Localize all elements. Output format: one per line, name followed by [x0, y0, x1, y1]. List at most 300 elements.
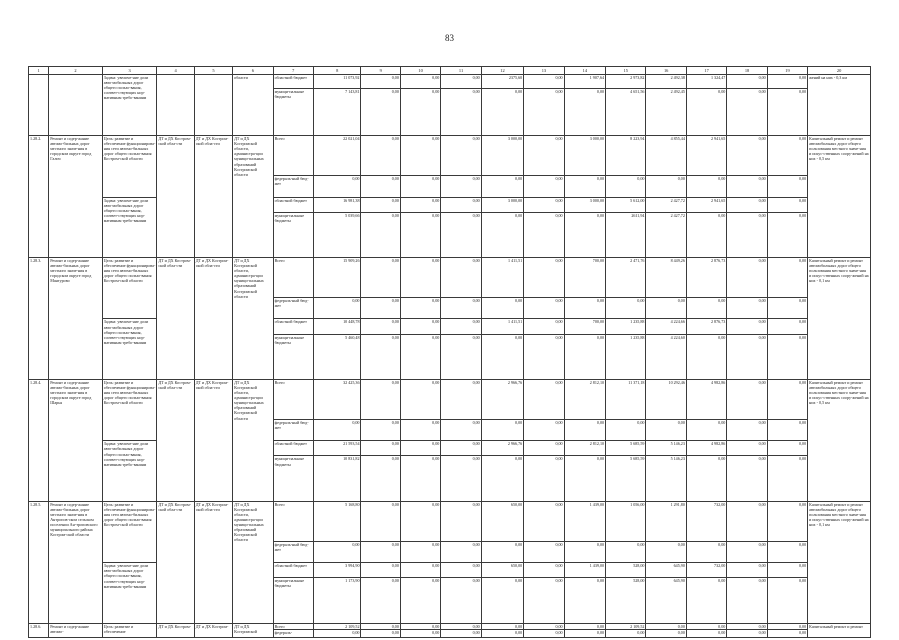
value-cell: 0,00 [686, 334, 726, 379]
value-cell: 4 224,60 [646, 334, 686, 379]
coexecutor-cell: ДТ и ДХ Костром- [157, 623, 194, 637]
value-cell: 0,00 [524, 419, 564, 441]
entry-name: Ремонт и содер-жание автомо-бильных дорог местного значе-ния в городском округе город Шарья [49, 379, 103, 501]
value-cell: 2 427,72 [646, 197, 686, 212]
table-row [29, 501, 871, 541]
value-cell: 0,00 [524, 563, 564, 578]
value-cell: 2 492,45 [646, 88, 686, 135]
coexec-cell [157, 74, 194, 136]
value-cell: 0,00 [441, 74, 481, 88]
entry-goal: Цель: развитие и обеспечение функционирова-ния сети автомо-бильных дорог общего пользо-вания Костром-ской области [102, 501, 157, 563]
value-cell: 2611,94 [606, 212, 646, 257]
value-cell: 0,00 [767, 623, 807, 630]
value-cell: 2 973,82 [606, 74, 646, 88]
value-cell: 528,00 [606, 578, 646, 623]
value-cell: 0,00 [606, 630, 646, 638]
value-cell: 32 425,36 [313, 379, 361, 419]
coexecutor-cell: ДТ и ДХ Костром-ской обла-сти [194, 379, 232, 501]
value-cell: 4 224,66 [646, 319, 686, 334]
column-number: 4 [157, 67, 194, 75]
value-cell: 2 966,76 [481, 441, 523, 456]
value-cell: 0,00 [441, 334, 481, 379]
value-cell: 0,00 [686, 541, 726, 563]
value-cell: 0,00 [441, 136, 481, 176]
coexecutor-cell: ДТ и ДХ Костром-ской обла-сти [157, 136, 194, 258]
value-cell: 0,00 [767, 578, 807, 623]
value-cell: 4 982,86 [686, 441, 726, 456]
table-row [29, 136, 871, 176]
value-cell: 0,00 [524, 297, 564, 319]
table-row [29, 441, 871, 456]
entry-goal: Цель: развитие и обеспечение функционирова-ния сети автомо-бильных дорог общего пользо-вания Костром-ской области [102, 257, 157, 319]
value-cell: 0,00 [400, 297, 440, 319]
entry-task: Задача: увеличе-ние доли авто-мобильных дорог общего пользо-вания, соответ-ствующих нор-мативным требо-ваниям [102, 441, 157, 501]
value-cell: 1 324,47 [686, 74, 726, 88]
value-cell: 0,00 [524, 257, 564, 297]
result-cell: жений на них - 0,3 км [808, 74, 871, 136]
value-cell: 0,00 [767, 419, 807, 441]
value-cell: 0,00 [564, 88, 605, 135]
value-cell: 0,00 [361, 441, 400, 456]
executor-cell: ДТ и ДХ Костромской [233, 623, 273, 637]
value-cell: 0,00 [313, 297, 361, 319]
coexecutor-cell: ДТ и ДХ Костром-ской обла-сти [157, 379, 194, 501]
value-cell: 16 981,38 [313, 197, 361, 212]
value-cell: 0,00 [524, 623, 564, 630]
value-cell: 1 907,64 [564, 74, 605, 88]
value-cell: 0,00 [481, 88, 523, 135]
result-cell: Капитальный ремонт и ремонт автомобильных дорог общего пользования местного значе-ния и искус-ственных соору-жений на них - 0,1 км [808, 501, 871, 623]
value-cell: 0,00 [646, 541, 686, 563]
source-cell: областной бюджет [273, 563, 313, 578]
value-cell: 1 291,80 [646, 501, 686, 541]
column-number: 9 [361, 67, 400, 75]
value-cell: 0,00 [564, 175, 605, 197]
entry-name: Ремонт и содер-жание автомо-бильных дорог местного значе-ния в городском округе город Мантурово [49, 257, 103, 379]
value-cell: 0,00 [361, 456, 400, 501]
value-cell: 0,00 [524, 319, 564, 334]
executor-cell: ДТ и ДХ Костромской области, администра-ции муници-пальных образований Костромской области [233, 136, 273, 258]
coexecutor-cell: ДТ и ДХ Костром-ской обла-сти [157, 257, 194, 379]
value-cell: 645,90 [646, 563, 686, 578]
value-cell: 0,00 [686, 297, 726, 319]
coexecutor-cell: ДТ и ДХ Костром-ской обла-сти [194, 257, 232, 379]
result-cell: Капитальный ремонт и ремонт автомобильных дорог общего пользования местного значе-ния и искус-ственных соору-жений на них - 0,5 км [808, 136, 871, 258]
table-row [29, 257, 871, 297]
coexecutor-cell: ДТ и ДХ Костром-ской обла-сти [157, 501, 194, 623]
value-cell: 0,00 [481, 623, 523, 630]
value-cell: 0,00 [361, 257, 400, 297]
value-cell: 0,00 [400, 501, 440, 541]
source-cell: Всего [273, 257, 313, 297]
entry-goal: Цель: развитие и обеспечение функционирова-ния сети автомо-бильных дорог общего пользо-вания Костром-ской области [102, 379, 157, 441]
entry-id: 1.28.6. [29, 623, 49, 637]
value-cell: 4 651,56 [606, 88, 646, 135]
executor-cell: области [233, 74, 273, 136]
value-cell: 0,00 [767, 456, 807, 501]
value-cell: 0,00 [441, 441, 481, 456]
value-cell: 2 427,72 [646, 212, 686, 257]
value-cell: 0,00 [564, 419, 605, 441]
value-cell: 0,00 [400, 630, 440, 638]
value-cell: 0,00 [564, 297, 605, 319]
value-cell: 0,00 [767, 197, 807, 212]
coexecutor-cell: ДТ и ДХ Костром-ской обла-сти [194, 501, 232, 623]
value-cell: 7 143,81 [313, 88, 361, 135]
column-number: 11 [441, 67, 481, 75]
value-cell: 0,00 [727, 456, 767, 501]
value-cell: 11 073,92 [313, 74, 361, 88]
value-cell: 0,00 [441, 319, 481, 334]
value-cell: 2 812,10 [564, 441, 605, 456]
value-cell: 645,90 [646, 578, 686, 623]
value-cell: 0,00 [686, 419, 726, 441]
value-cell: 0,00 [441, 623, 481, 630]
value-cell: 0,00 [767, 297, 807, 319]
source-cell: муници-пальные бюджеты [273, 334, 313, 379]
value-cell: 0,00 [524, 197, 564, 212]
value-cell: 0,00 [400, 74, 440, 88]
value-cell: 0,00 [727, 441, 767, 456]
value-cell: 0,00 [564, 456, 605, 501]
value-cell: 0,00 [361, 74, 400, 88]
value-cell: 0,00 [727, 563, 767, 578]
budget-table [28, 66, 871, 638]
value-cell: 2 492,38 [646, 74, 686, 88]
value-cell: 8 223,94 [606, 136, 646, 176]
value-cell: 4 855,44 [646, 136, 686, 176]
entry-goal: Цель: развитие и обеспечение [102, 623, 157, 637]
value-cell: 650,00 [481, 501, 523, 541]
value-cell: 0,00 [481, 541, 523, 563]
value-cell: 2 109,52 [313, 623, 361, 630]
value-cell: 0,00 [400, 563, 440, 578]
value-cell: 0,00 [361, 501, 400, 541]
value-cell: 0,00 [361, 319, 400, 334]
value-cell: 528,00 [606, 563, 646, 578]
value-cell: 2 812,10 [564, 379, 605, 419]
value-cell: 0,00 [686, 175, 726, 197]
source-cell: муници-пальные бюджеты [273, 456, 313, 501]
value-cell: 732,00 [686, 563, 726, 578]
value-cell: 2 966,76 [481, 379, 523, 419]
value-cell: 15 909,26 [313, 257, 361, 297]
source-cell: федераль-ный бюд-жет [273, 419, 313, 441]
value-cell: 0,00 [646, 175, 686, 197]
value-cell: 0,00 [441, 541, 481, 563]
value-cell: 0,00 [767, 501, 807, 541]
value-cell: 0,00 [441, 197, 481, 212]
source-cell: муници-пальные бюджеты [273, 88, 313, 135]
value-cell: 0,00 [524, 74, 564, 88]
value-cell: 0,00 [727, 197, 767, 212]
value-cell: 1 411,51 [481, 257, 523, 297]
value-cell: 0,00 [441, 88, 481, 135]
source-cell: областной бюджет [273, 441, 313, 456]
column-number: 15 [606, 67, 646, 75]
value-cell: 1 235,88 [606, 334, 646, 379]
coexec-cell [194, 74, 232, 136]
source-cell: Всего [273, 623, 313, 630]
value-cell: 0,00 [686, 212, 726, 257]
value-cell: 0,00 [727, 297, 767, 319]
value-cell: 0,00 [727, 379, 767, 419]
value-cell: 0,00 [524, 88, 564, 135]
value-cell: 3 000,00 [564, 197, 605, 212]
value-cell: 0,00 [441, 379, 481, 419]
value-cell: 0,00 [727, 175, 767, 197]
goal-cell: Задача: увеличе-ние доли авто-мобильных дорог общего пользо-вания, соответ-ствующих нор-мативным требо-ваниям [102, 74, 157, 136]
value-cell: 3 000,00 [481, 197, 523, 212]
value-cell: 0,00 [606, 419, 646, 441]
value-cell: 0,00 [361, 334, 400, 379]
executor-cell: ДТ и ДХ Костромской области, администра-ции муници-пальных образований Костромской области [233, 257, 273, 379]
value-cell: 0,00 [727, 212, 767, 257]
column-number: 3 [102, 67, 157, 75]
value-cell: 0,00 [767, 136, 807, 176]
value-cell: 0,00 [481, 175, 523, 197]
value-cell: 0,00 [400, 88, 440, 135]
value-cell: 0,00 [441, 212, 481, 257]
column-number: 14 [564, 67, 605, 75]
value-cell: 0,00 [361, 136, 400, 176]
value-cell: 0,00 [361, 419, 400, 441]
value-cell: 8 449,26 [646, 257, 686, 297]
id-cell [29, 74, 49, 136]
value-cell: 2 109,52 [606, 623, 646, 630]
source-cell: муници-пальные бюджеты [273, 212, 313, 257]
source-cell: областной бюджет [273, 197, 313, 212]
source-cell: федераль-ный бюд-жет [273, 297, 313, 319]
value-cell: 0,00 [646, 297, 686, 319]
value-cell: 0,00 [524, 441, 564, 456]
value-cell: 0,00 [727, 74, 767, 88]
source-cell: Всего [273, 136, 313, 176]
value-cell: 0,00 [481, 212, 523, 257]
value-cell: 0,00 [524, 630, 564, 638]
value-cell: 0,00 [727, 257, 767, 297]
table-row [29, 563, 871, 578]
value-cell: 0,00 [606, 297, 646, 319]
value-cell: 0,00 [767, 88, 807, 135]
value-cell: 3 000,00 [564, 136, 605, 176]
value-cell: 3 994,90 [313, 563, 361, 578]
value-cell: 0,00 [400, 578, 440, 623]
value-cell: 5 039,66 [313, 212, 361, 257]
value-cell: 0,00 [400, 197, 440, 212]
value-cell: 0,00 [361, 212, 400, 257]
value-cell: 1 235,88 [606, 319, 646, 334]
value-cell: 11 371,18 [606, 379, 646, 419]
value-cell: 0,00 [606, 175, 646, 197]
value-cell: 1 173,90 [313, 578, 361, 623]
coexecutor-cell: ДТ и ДХ Костром-ской обла-сти [194, 136, 232, 258]
column-number: 18 [727, 67, 767, 75]
value-cell: 0,00 [400, 623, 440, 630]
column-number: 17 [686, 67, 726, 75]
value-cell: 3 000,00 [481, 136, 523, 176]
value-cell: 22 021,04 [313, 136, 361, 176]
value-cell: 0,00 [686, 623, 726, 630]
value-cell: 0,00 [313, 175, 361, 197]
value-cell: 0,00 [361, 379, 400, 419]
value-cell: 0,00 [767, 541, 807, 563]
value-cell: 0,00 [686, 578, 726, 623]
value-cell: 0,00 [686, 630, 726, 638]
value-cell: 0,00 [400, 175, 440, 197]
source-cell: федераль-ный бюд-жет [273, 541, 313, 563]
value-cell: 0,00 [767, 74, 807, 88]
value-cell: 0,00 [524, 456, 564, 501]
coexecutor-cell: ДТ и ДХ Костром- [194, 623, 232, 637]
value-cell: 0,00 [767, 319, 807, 334]
value-cell: 0,00 [481, 419, 523, 441]
value-cell: 0,00 [646, 623, 686, 630]
entry-name: Ремонт и содер-жание автомо-бильных дорог местного значе-ния в городском округе город Галич [49, 136, 103, 258]
value-cell: 0,00 [361, 175, 400, 197]
entry-name: Ремонт и содер-жание автомо- [49, 623, 103, 637]
table-row [29, 319, 871, 334]
value-cell: 0,00 [313, 630, 361, 638]
value-cell: 0,00 [361, 297, 400, 319]
value-cell: 0,00 [400, 419, 440, 441]
value-cell: 10 831,82 [313, 456, 361, 501]
table-row [29, 197, 871, 212]
value-cell: 0,00 [564, 630, 605, 638]
entry-id: 1.28.5. [29, 501, 49, 623]
value-cell: 0,00 [524, 175, 564, 197]
value-cell: 0,00 [524, 541, 564, 563]
value-cell: 0,00 [767, 441, 807, 456]
result-cell: Капитальный ремонт и ремонт [808, 623, 871, 637]
value-cell: 700,00 [564, 319, 605, 334]
value-cell: 0,00 [727, 419, 767, 441]
column-number: 20 [808, 67, 871, 75]
value-cell: 0,00 [313, 541, 361, 563]
value-cell: 0,00 [727, 623, 767, 630]
table-row [29, 67, 871, 75]
value-cell: 0,00 [400, 456, 440, 501]
value-cell: 0,00 [727, 541, 767, 563]
source-cell: областной бюджет [273, 74, 313, 88]
value-cell: 10 292,46 [646, 379, 686, 419]
value-cell: 0,00 [686, 88, 726, 135]
value-cell: 0,00 [767, 563, 807, 578]
value-cell: 0,00 [606, 541, 646, 563]
column-number: 16 [646, 67, 686, 75]
value-cell: 700,00 [564, 257, 605, 297]
value-cell: 732,00 [686, 501, 726, 541]
value-cell: 0,00 [441, 257, 481, 297]
value-cell: 0,00 [767, 175, 807, 197]
value-cell: 5 612,00 [606, 197, 646, 212]
value-cell: 5 146,23 [646, 456, 686, 501]
column-number: 8 [313, 67, 361, 75]
value-cell: 0,00 [441, 630, 481, 638]
value-cell: 5 168,80 [313, 501, 361, 541]
value-cell: 2 876,73 [686, 257, 726, 297]
value-cell: 2 941,65 [686, 136, 726, 176]
value-cell: 0,00 [441, 175, 481, 197]
entry-goal: Цель: развитие и обеспечение функционирова-ния сети автомо-бильных дорог общего пользо-вания Костром-ской области [102, 136, 157, 198]
entry-name: Ремонт и содер-жание автомо-бильных дорог местного значе-ния в Антропов-ском сельском поселении Ан-троповского муниципального района Костром-ской области [49, 501, 103, 623]
value-cell: 2 471,76 [606, 257, 646, 297]
value-cell: 0,00 [727, 88, 767, 135]
value-cell: 21 593,54 [313, 441, 361, 456]
table-row [29, 74, 871, 88]
entry-id: 1.28.3. [29, 257, 49, 379]
result-cell: Капитальный ремонт и ремонт автомобильных дорог общего пользования местного значе-ния и искус-ственных соору-жений на них - 0,5 км [808, 379, 871, 501]
value-cell: 0,00 [524, 501, 564, 541]
entry-task: Задача: увеличе-ние доли авто-мобильных дорог общего пользо-вания, соответ-ствующих нор-мативным требо-ваниям [102, 319, 157, 379]
entry-task: Задача: увеличе-ние доли авто-мобильных дорог общего пользо-вания, соответ-ствующих нор-мативным требо-ваниям [102, 563, 157, 623]
value-cell: 0,00 [313, 419, 361, 441]
value-cell: 0,00 [400, 379, 440, 419]
value-cell: 0,00 [481, 297, 523, 319]
value-cell: 0,00 [767, 630, 807, 638]
value-cell: 0,00 [524, 334, 564, 379]
value-cell: 0,00 [727, 319, 767, 334]
value-cell: 0,00 [361, 88, 400, 135]
value-cell: 0,00 [361, 563, 400, 578]
entry-task: Задача: увеличе-ние доли авто-мобильных дорог общего пользо-вания, соответ-ствующих нор-мативным требо-ваниям [102, 197, 157, 257]
source-cell: Всего [273, 501, 313, 541]
value-cell: 5 146,23 [646, 441, 686, 456]
value-cell: 0,00 [400, 541, 440, 563]
value-cell: 0,00 [481, 630, 523, 638]
entry-id: 1.28.2. [29, 136, 49, 258]
value-cell: 5 685,59 [606, 441, 646, 456]
value-cell: 0,00 [400, 136, 440, 176]
value-cell: 0,00 [727, 334, 767, 379]
value-cell: 0,00 [481, 456, 523, 501]
source-cell: муници-пальные бюджеты [273, 578, 313, 623]
entry-id: 1.28.4. [29, 379, 49, 501]
value-cell: 0,00 [400, 257, 440, 297]
column-number: 12 [481, 67, 523, 75]
value-cell: 0,00 [441, 456, 481, 501]
value-cell: 0,00 [727, 501, 767, 541]
column-number: 2 [49, 67, 103, 75]
column-number: 10 [400, 67, 440, 75]
value-cell: 2 941,65 [686, 197, 726, 212]
value-cell: 5 685,59 [606, 456, 646, 501]
value-cell: 0,00 [481, 578, 523, 623]
name-cell [49, 74, 103, 136]
table-row [29, 379, 871, 419]
value-cell: 1 439,00 [564, 563, 605, 578]
value-cell: 10 448,78 [313, 319, 361, 334]
value-cell: 2375,60 [481, 74, 523, 88]
value-cell: 0,00 [727, 630, 767, 638]
value-cell: 0,00 [564, 334, 605, 379]
value-cell: 0,00 [400, 441, 440, 456]
value-cell: 0,00 [727, 578, 767, 623]
value-cell: 0,00 [767, 334, 807, 379]
page-number: 83 [445, 33, 454, 43]
value-cell: 0,00 [361, 623, 400, 630]
source-cell: Всего [273, 379, 313, 419]
value-cell: 0,00 [564, 623, 605, 630]
value-cell: 0,00 [564, 578, 605, 623]
value-cell: 0,00 [524, 212, 564, 257]
value-cell: 4 982,86 [686, 379, 726, 419]
value-cell: 2 876,73 [686, 319, 726, 334]
column-number: 7 [273, 67, 313, 75]
value-cell: 0,00 [400, 319, 440, 334]
value-cell: 0,00 [400, 212, 440, 257]
column-number: 1 [29, 67, 49, 75]
